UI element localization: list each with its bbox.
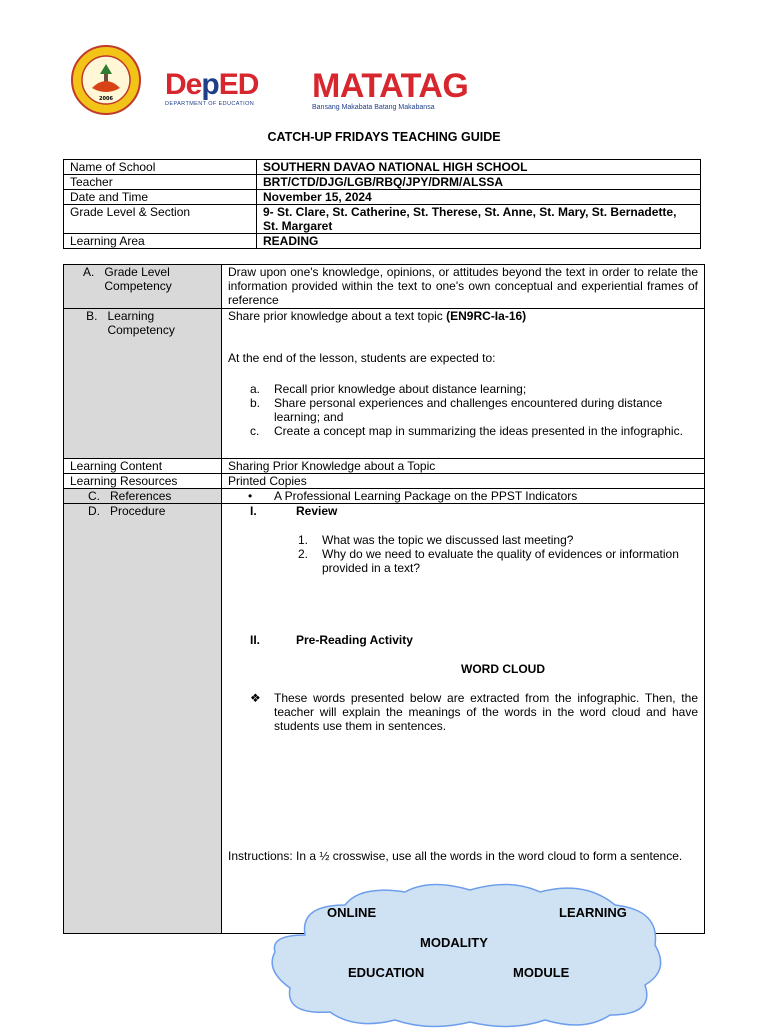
info-row-school	[64, 160, 701, 175]
row-label: Learning Competency	[107, 309, 175, 337]
row-label: Grade Level Competency	[104, 265, 172, 293]
section-num: II.	[250, 633, 261, 647]
row-num: A.	[83, 265, 95, 279]
list-item: c. Create a concept map in summarizing the ideas presented in the infographic.	[250, 424, 683, 438]
info-row-teacher	[64, 175, 701, 190]
competency-text: Share prior knowledge about a text topic	[228, 309, 447, 323]
cloud-word: LEARNING	[559, 905, 627, 920]
info-value: READING	[257, 234, 701, 249]
list-item: 1. What was the topic we discussed last meeting?	[298, 533, 574, 547]
info-value: 9- St. Clare, St. Catherine, St. Therese, St. Anne, St. Mary, St. Bernadette, St. Margaret	[257, 205, 701, 234]
word-cloud-description: These words presented below are extracted from the infographic. Then, the teacher will explain the meanings of the words in the word cloud and have students use them in sentences.	[274, 691, 698, 733]
diamond-bullet-icon: ❖	[250, 691, 261, 705]
row-label: References	[110, 489, 172, 503]
info-label: Teacher	[64, 175, 257, 190]
school-seal-logo	[64, 44, 148, 116]
info-label: Name of School	[64, 160, 257, 175]
competency-code: (EN9RC-Ia-16)	[446, 309, 527, 323]
matatag-subtitle: Bansang Makabata Batang Makabansa	[312, 104, 435, 111]
info-row-area	[64, 234, 701, 249]
deped-logo: DepED DEPARTMENT OF EDUCATION	[165, 68, 259, 107]
info-label: Learning Area	[64, 234, 257, 249]
cloud-word: MODULE	[513, 965, 570, 980]
row-learning-competency	[64, 309, 705, 459]
row-procedure	[64, 504, 705, 934]
grade-competency-text: Draw upon one's knowledge, opinions, or attitudes beyond the text in order to relate the information provided within the text to one's own conceptual and experiential frames of reference	[222, 265, 705, 309]
list-item: b. Share personal experiences and challenges encountered during distance learning; and	[250, 396, 663, 424]
row-references	[64, 489, 705, 504]
info-label: Date and Time	[64, 190, 257, 205]
word-cloud-heading: WORD CLOUD	[461, 662, 545, 676]
section-title: Pre-Reading Activity	[296, 633, 413, 647]
matatag-wordmark: MATATAG	[312, 67, 469, 105]
row-num: C.	[88, 489, 100, 503]
info-value: BRT/CTD/DJG/LGB/RBQ/JPY/DRM/ALSSA	[257, 175, 701, 190]
section-num: I.	[250, 504, 257, 518]
teaching-guide-table	[63, 264, 705, 934]
row-num: D.	[88, 504, 100, 518]
bullet-icon: •	[248, 489, 253, 503]
objectives-intro: At the end of the lesson, students are expected to:	[228, 351, 496, 365]
word-cloud	[265, 880, 670, 1030]
row-label: Learning Resources	[64, 474, 222, 489]
row-label: Procedure	[110, 504, 166, 518]
matatag-logo	[312, 67, 469, 111]
row-learning-content	[64, 459, 705, 474]
cloud-word: ONLINE	[327, 905, 377, 920]
info-value: November 15, 2024	[257, 190, 701, 205]
section-title: Review	[296, 504, 338, 518]
deped-subtitle: DEPARTMENT OF EDUCATION	[165, 101, 255, 107]
info-row-date	[64, 190, 701, 205]
list-item: 2. Why do we need to evaluate the quality of evidences or information provided in a text?	[298, 547, 679, 575]
reference-text: A Professional Learning Package on the PPST Indicators	[274, 489, 578, 503]
row-value: Printed Copies	[222, 474, 705, 489]
info-row-grade	[64, 205, 701, 234]
instructions-text: Instructions: In a ½ crosswise, use all the words in the word cloud to form a sentence.	[228, 849, 683, 863]
row-grade-competency	[64, 265, 705, 309]
row-learning-resources	[64, 474, 705, 489]
page-title: CATCH-UP FRIDAYS TEACHING GUIDE	[267, 130, 501, 144]
cloud-shape	[265, 880, 670, 1030]
row-num: B.	[86, 309, 98, 323]
info-label: Grade Level & Section	[64, 205, 257, 234]
cloud-word: MODALITY	[420, 935, 488, 950]
row-label: Learning Content	[64, 459, 222, 474]
row-value: Sharing Prior Knowledge about a Topic	[222, 459, 705, 474]
cloud-word: EDUCATION	[348, 965, 425, 980]
list-item: a. Recall prior knowledge about distance learning;	[250, 382, 527, 396]
seal-year: 2006	[99, 96, 113, 102]
school-info-table	[63, 159, 701, 249]
info-value: SOUTHERN DAVAO NATIONAL HIGH SCHOOL	[257, 160, 701, 175]
